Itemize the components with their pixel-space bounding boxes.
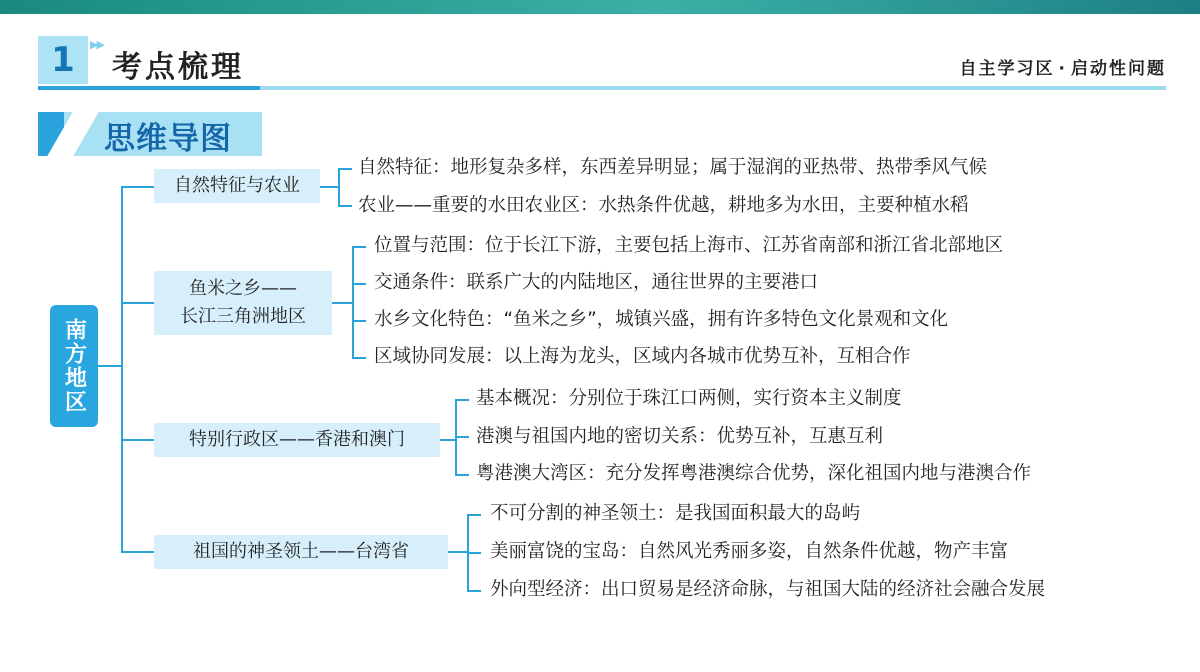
leaf-3-3-tick (455, 474, 469, 476)
leaf-3-2-tick (455, 436, 469, 438)
branch-4-connector (448, 551, 468, 553)
trunk-to-branch-2 (121, 302, 154, 304)
leaf-1-1-tick (338, 168, 352, 170)
section-number: 1 (38, 36, 88, 84)
leaf-4-1: 不可分割的神圣领土：是我国面积最大的岛屿 (490, 503, 861, 524)
leaf-2-1: 位置与范围：位于长江下游，主要包括上海市、江苏省南部和浙江省北部地区 (374, 235, 1004, 256)
leaf-4-3: 外向型经济：出口贸易是经济命脉，与祖国大陆的经济社会融合发展 (490, 579, 1046, 600)
branch-node-hk-macao: 特别行政区——香港和澳门 (154, 423, 440, 457)
leaf-3-3: 粤港澳大湾区：充分发挥粤港澳综合优势，深化祖国内地与港澳合作 (476, 463, 1032, 484)
top-decorative-bar (0, 0, 1200, 14)
branch-1-bracket (338, 168, 340, 206)
leaf-2-4: 区域协同发展：以上海为龙头，区域内各城市优势互补，互相合作 (374, 346, 911, 367)
leaf-2-3: 水乡文化特色：“鱼米之乡”，城镇兴盛，拥有许多特色文化景观和文化 (374, 309, 949, 330)
header-divider-accent (38, 86, 260, 90)
branch-3-connector (440, 439, 456, 441)
leaf-3-1: 基本概况：分别位于珠江口两侧，实行资本主义制度 (476, 388, 902, 409)
root-connector (98, 365, 122, 367)
leaf-1-2-tick (338, 205, 352, 207)
section-subtitle (960, 54, 1166, 79)
trunk-to-branch-1 (121, 186, 154, 188)
branch-2-connector (332, 302, 352, 304)
branch-node-taiwan: 祖国的神圣领土——台湾省 (154, 535, 448, 569)
branch-1-connector (320, 186, 340, 188)
leaf-3-2: 港澳与祖国内地的密切关系：优势互补，互惠互利 (476, 426, 884, 447)
double-arrow-icon: ▶▶ (90, 38, 103, 51)
subtitle-main: 自主学习区 (959, 59, 1055, 79)
leaf-2-2-tick (352, 283, 366, 285)
leaf-1-1: 自然特征：地形复杂多样，东西差异明显；属于湿润的亚热带、热带季风气候 (358, 157, 988, 178)
main-trunk (121, 186, 123, 552)
leaf-4-1-tick (467, 514, 481, 516)
leaf-2-1-tick (352, 246, 366, 248)
section-title: 考点梳理 (112, 50, 244, 85)
leaf-4-2-tick (467, 552, 481, 554)
branch-2-bracket (352, 246, 354, 358)
leaf-4-2: 美丽富饶的宝岛：自然风光秀丽多姿，自然条件优越，物产丰富 (490, 541, 1009, 562)
trunk-to-branch-4 (121, 551, 154, 553)
subtitle-separator: · (1058, 59, 1067, 79)
subtitle-sub: 启动性问题 (1071, 59, 1166, 79)
leaf-1-2: 农业——重要的水田农业区：水热条件优越，耕地多为水田，主要种植水稻 (358, 195, 969, 216)
branch-node-agriculture: 自然特征与农业 (154, 169, 320, 203)
leaf-4-3-tick (467, 590, 481, 592)
leaf-2-3-tick (352, 320, 366, 322)
leaf-3-1-tick (455, 399, 469, 401)
mindmap-title: 思维导图 (104, 121, 232, 157)
leaf-2-2: 交通条件：联系广大的内陆地区，通往世界的主要港口 (374, 272, 819, 293)
leaf-2-4-tick (352, 357, 366, 359)
branch-node-yangtze-delta: 鱼米之乡—— 长江三角洲地区 (154, 271, 332, 335)
root-node: 南方地区 (50, 305, 98, 427)
trunk-to-branch-3 (121, 439, 154, 441)
